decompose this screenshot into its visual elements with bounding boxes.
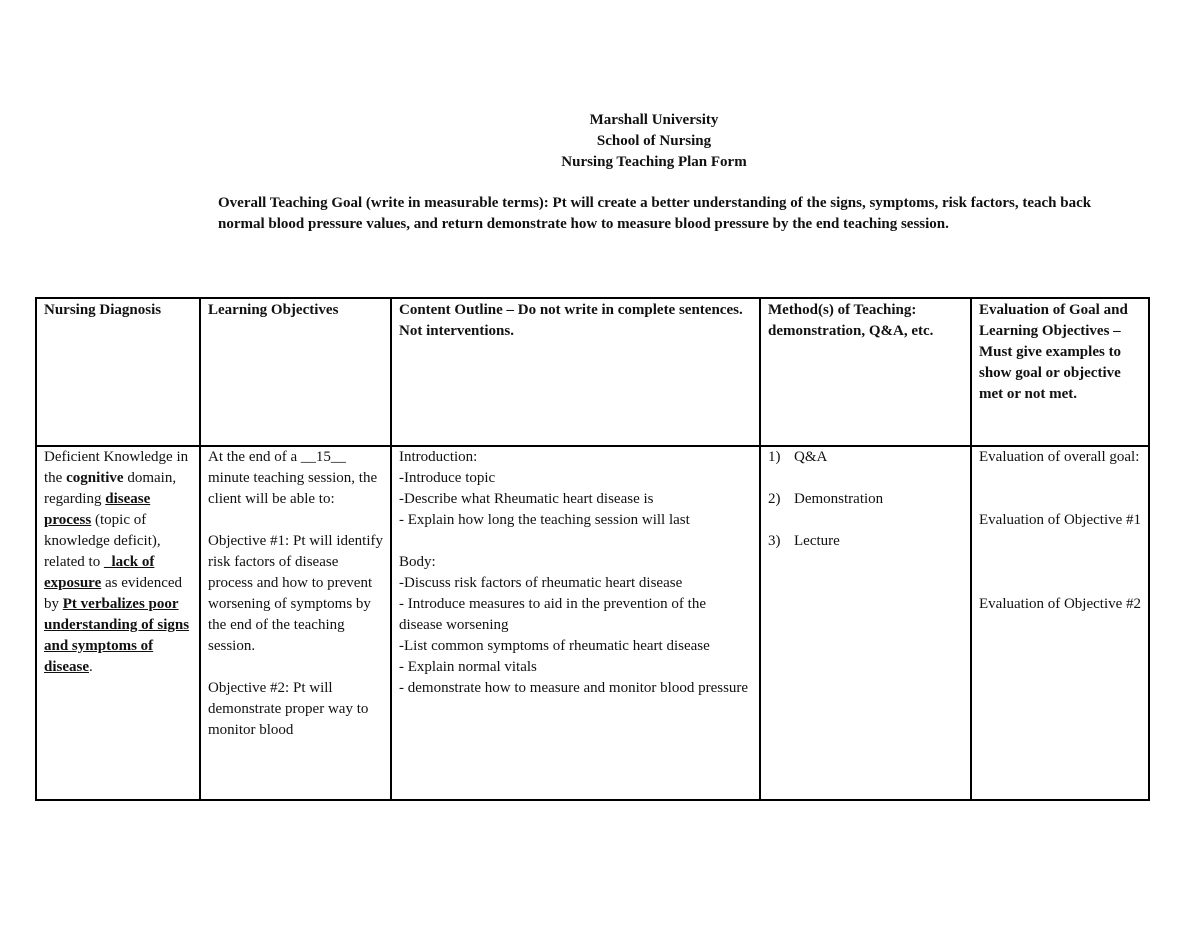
objective-2: Objective #2: Pt will demonstrate proper way to monitor blood (208, 680, 369, 738)
content-intro-heading: Introduction: (399, 449, 478, 465)
evaluation-overall: Evaluation of overall goal: (979, 449, 1140, 465)
cell-learning-objectives (200, 446, 391, 800)
list-item: -Describe what Rheumatic heart disease is (399, 491, 654, 507)
objectives-intro: At the end of a __15__ minute teaching session, the client will be able to: (208, 449, 378, 507)
method-number: 3) (768, 533, 781, 549)
document-header (0, 110, 1200, 173)
diagnosis-text-2: domain, regarding (44, 470, 177, 507)
list-item: - Introduce measures to aid in the prevention of the disease worsening (399, 596, 706, 633)
header-content-outline: Content Outline – Do not write in complete sentences. Not interventions. (391, 298, 760, 446)
method-item (768, 531, 964, 552)
method-item (768, 447, 964, 468)
method-label: Q&A (794, 449, 828, 465)
diagnosis-related-to: _lack of exposure (44, 554, 155, 591)
evaluation-objective-2: Evaluation of Objective #2 (979, 596, 1142, 612)
header-nursing-diagnosis: Nursing Diagnosis (36, 298, 200, 446)
list-item: -List common symptoms of rheumatic heart disease (399, 638, 710, 654)
cell-evaluation (971, 446, 1149, 800)
university-name: Marshall University (589, 112, 719, 128)
diagnosis-text-1: Deficient Knowledge in the (44, 449, 189, 486)
table-header-row (36, 298, 1149, 446)
form-title: Nursing Teaching Plan Form (561, 154, 747, 170)
evaluation-objective-1: Evaluation of Objective #1 (979, 512, 1142, 528)
diagnosis-evidence: Pt verbalizes poor understanding of signs and symptoms of disease (44, 596, 190, 675)
method-item (768, 489, 964, 510)
diagnosis-text-3: (topic of knowledge deficit), related to (44, 512, 161, 570)
list-item: - demonstrate how to measure and monitor blood pressure (399, 680, 749, 696)
overall-teaching-goal: Overall Teaching Goal (write in measurable terms): Pt will create a better understanding of the signs, symptoms, risk factors, teach back normal blood pressure values, and return demonstrate how to measure blood pressure by the end teaching session. (218, 195, 1092, 232)
method-label: Demonstration (794, 491, 884, 507)
method-label: Lecture (794, 533, 840, 549)
table-row (36, 446, 1149, 800)
cell-content-outline (391, 446, 760, 800)
school-name: School of Nursing (596, 133, 712, 149)
objective-1: Objective #1: Pt will identify risk factors of disease process and how to prevent worsening of symptoms by the end of the teaching session. (208, 533, 383, 654)
diagnosis-text-5: . (89, 659, 93, 675)
diagnosis-text-4: as evidenced by (44, 575, 183, 612)
header-learning-objectives: Learning Objectives (200, 298, 391, 446)
method-number: 2) (768, 491, 781, 507)
cell-nursing-diagnosis (36, 446, 200, 800)
cell-methods (760, 446, 971, 800)
list-item: - Explain how long the teaching session will last (399, 512, 690, 528)
diagnosis-cognitive: cognitive (66, 470, 124, 486)
list-item: - Explain normal vitals (399, 659, 537, 675)
header-evaluation: Evaluation of Goal and Learning Objectives – Must give examples to show goal or objective met or not met. (971, 298, 1149, 446)
teaching-plan-table (35, 297, 1150, 801)
list-item: -Introduce topic (399, 470, 496, 486)
method-number: 1) (768, 449, 781, 465)
list-item: -Discuss risk factors of rheumatic heart disease (399, 575, 683, 591)
content-body-heading: Body: (399, 554, 436, 570)
header-methods: Method(s) of Teaching: demonstration, Q&A, etc. (760, 298, 971, 446)
diagnosis-topic: disease process (44, 491, 151, 528)
